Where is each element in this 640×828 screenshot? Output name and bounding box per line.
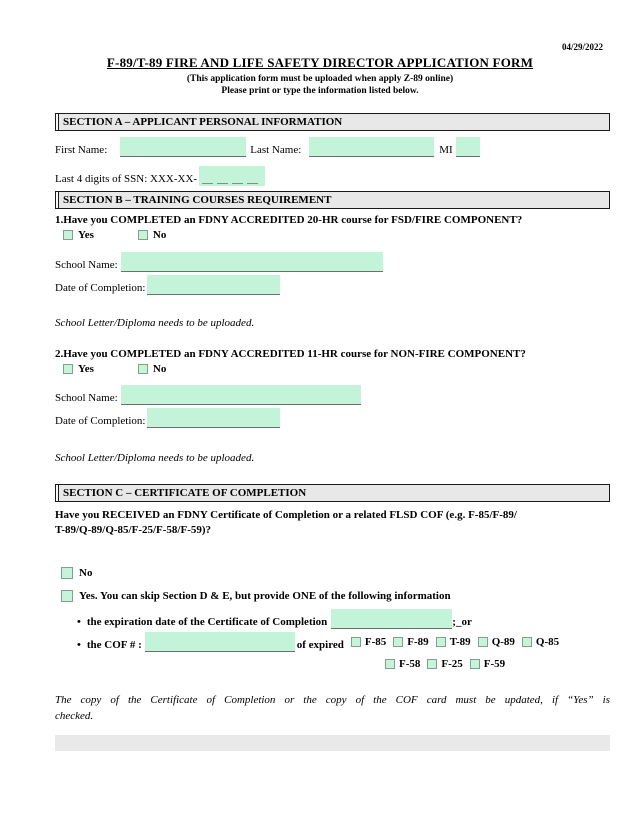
ssn-comb-segment [232,183,243,184]
section-c-header: SECTION C – CERTIFICATE OF COMPLETION [55,484,610,502]
form-title: F-89/T-89 FIRE AND LIFE SAFETY DIRECTOR APPLICATION FORM [106,55,534,70]
cof-f85-label: F-85 [364,635,387,648]
section-b-header: SECTION B – TRAINING COURSES REQUIREMENT [55,191,610,209]
cof-option-f25 [427,658,462,670]
section-c-question-line1: Have you RECEIVED an FDNY Certificate of Completion or a related FLSD COF (e.g. F-85/F-89/ [55,509,517,521]
cof-q85-checkbox[interactable] [522,637,532,647]
certificate-note [55,692,610,724]
form-subtitle-print: Please print or type the information listed below. [221,86,419,96]
ssn-comb-segment [247,183,258,184]
cof-t89-label: T-89 [449,635,471,648]
q2-date-row [55,407,610,428]
cof-f59-checkbox[interactable] [470,659,480,669]
c-yes-checkbox[interactable] [61,590,73,602]
cof-option-q89 [478,636,515,648]
section-c-question [55,508,610,538]
last-name-label: Last Name: [250,144,302,156]
q1-question: 1.Have you COMPLETED an FDNY ACCREDITED 20-HR course for FSD/FIRE COMPONENT? [55,214,523,226]
q2-school-row [55,384,610,405]
q1-date-of-completion-input[interactable] [147,275,280,295]
q1-yes-label: Yes [78,229,94,241]
of-expired-label: of expired [296,639,344,651]
cof-number-input[interactable] [145,632,295,652]
cof-f89-checkbox[interactable] [393,637,403,647]
mi-label: MI [439,144,453,156]
ssn-label: Last 4 digits of SSN: XXX-XX- [55,173,198,185]
q2-no-label: No [152,363,167,375]
ssn-row [55,165,610,186]
q1-yes-checkbox[interactable] [63,230,73,240]
first-name-label: First Name: [55,144,108,156]
q1-school-row [55,251,610,272]
cof-f58-checkbox[interactable] [385,659,395,669]
q2-no-group [138,363,166,375]
q2-yes-checkbox[interactable] [63,364,73,374]
q2-no-checkbox[interactable] [138,364,148,374]
form-subtitle-upload: (This application form must be uploaded when apply Z-89 online) [186,74,454,84]
last-name-input[interactable] [309,137,434,157]
ssn-input[interactable] [199,166,265,186]
c-yes-label: Yes. You can skip Section D & E, but provide ONE of the following information [79,589,451,602]
name-row [55,136,610,157]
cof-f59-label: F-59 [483,658,506,670]
q1-upload-note: School Letter/Diploma needs to be uploaded. [55,317,255,329]
q2-school-name-label: School Name: [55,392,118,404]
cof-f58-label: F-58 [399,658,421,670]
q1-no-label: No [152,229,167,241]
cof-q89-checkbox[interactable] [478,637,488,647]
section-a-header: SECTION A – APPLICANT PERSONAL INFORMATION [55,113,610,131]
q1-school-name-label: School Name: [55,259,118,271]
certificate-note-line1: The copy of the Certificate of Completion or the copy of the COF card must be updated, if “Yes” is [55,694,610,706]
cof-options-row1 [344,635,559,649]
q2-question: 2.Have you COMPLETED an FDNY ACCREDITED 11-HR course for NON-FIRE COMPONENT? [55,348,526,360]
ssn-comb-segment [217,183,228,184]
q2-date-of-completion-label: Date of Completion: [55,415,146,427]
form-body [55,113,610,751]
cof-f85-checkbox[interactable] [351,637,361,647]
c-no-row [61,565,610,580]
cof-option-f59 [470,658,505,670]
cof-option-t89 [436,636,471,648]
q1-date-row [55,274,610,295]
section-c-question-line2: T-89/Q-89/Q-85/F-25/F-58/F-59)? [55,524,212,536]
c-no-checkbox[interactable] [61,567,73,579]
q2-school-name-input[interactable] [121,385,361,405]
q1-no-group [138,229,166,241]
mi-input[interactable] [456,137,480,157]
q1-school-name-input[interactable] [121,252,383,272]
form-header [0,0,640,97]
q2-yes-label: Yes [78,363,94,375]
cof-q89-label: Q-89 [491,635,515,648]
expiration-date-label: • the expiration date of the Certificate of Completion [86,616,328,628]
form-date: 04/29/2022 [561,42,603,52]
ssn-comb-segment [202,183,213,184]
c-no-label: No [79,566,93,579]
expiration-date-input[interactable] [331,609,452,629]
cof-f25-checkbox[interactable] [427,659,437,669]
cof-options-row2 [385,657,610,671]
c-yes-row [61,588,610,603]
q1-yes-no-row [63,228,610,242]
certificate-note-line2: checked. [55,710,94,722]
first-name-input[interactable] [120,137,246,157]
cof-option-f85 [351,636,386,648]
cof-f25-label: F-25 [441,658,463,670]
cof-t89-checkbox[interactable] [436,637,446,647]
q1-date-of-completion-label: Date of Completion: [55,282,146,294]
q2-yes-no-row [63,362,610,376]
cof-f89-label: F-89 [407,635,429,648]
cof-option-f89 [393,636,428,648]
cof-option-f58 [385,658,420,670]
cof-number-bullet [77,631,610,652]
cof-option-q85 [522,636,559,648]
cof-q85-label: Q-85 [535,635,560,648]
q2-date-of-completion-input[interactable] [147,408,280,428]
cof-number-label: • the COF # : [86,639,142,651]
q2-upload-note: School Letter/Diploma needs to be uploaded. [55,452,255,464]
expiration-date-bullet [77,608,610,629]
expiration-suffix: ;_or [452,616,472,628]
footer-gray-bar [55,735,610,751]
q1-no-checkbox[interactable] [138,230,148,240]
